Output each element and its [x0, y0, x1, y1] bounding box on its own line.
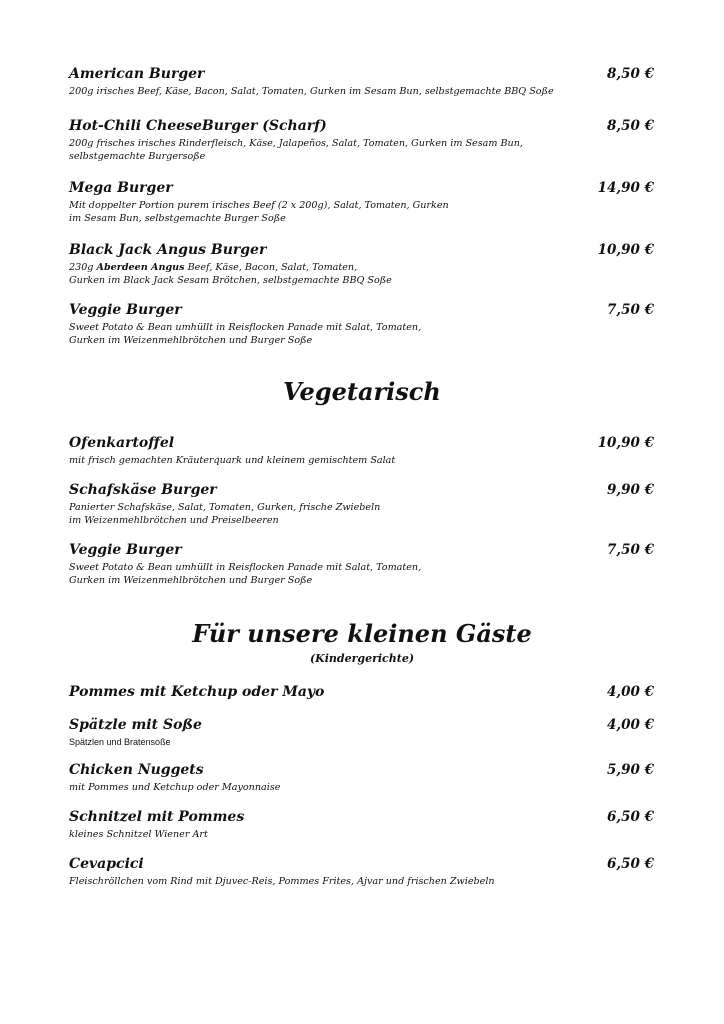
item-description	[69, 501, 657, 527]
description-line: Gurken im Weizenmehlbrötchen und Burger Soße	[69, 335, 313, 346]
item-description: mit Pommes und Ketchup oder Mayonnaise	[69, 782, 281, 793]
description-line: Gurken im Black Jack Sesam Brötchen, selbstgemachte BBQ Soße	[69, 275, 392, 286]
item-price: 10,90 €	[597, 435, 654, 451]
item-price: 9,90 €	[607, 482, 654, 498]
item-name: Cevapcici	[69, 856, 144, 872]
item-name: Pommes mit Ketchup oder Mayo	[69, 684, 325, 700]
menu-item-veggie-burger-vegetarisch	[69, 542, 657, 587]
menu-item-cevapcici	[69, 856, 657, 888]
item-description	[69, 137, 657, 163]
item-description: Fleischröllchen vom Rind mit Djuvec-Reis, Pommes Frites, Ajvar und frischen Zwiebeln	[69, 876, 495, 887]
menu-item-hot-chili-cheeseburger	[69, 118, 657, 163]
description-line: Panierter Schafskäse, Salat, Tomaten, Gurken, frische Zwiebeln	[69, 502, 381, 513]
section-title-vegetarisch: Vegetarisch	[283, 377, 441, 406]
description-line: selbstgemachte Burgersoße	[69, 151, 206, 162]
item-price: 14,90 €	[597, 180, 654, 196]
item-price: 7,50 €	[607, 302, 654, 318]
item-name: Veggie Burger	[69, 302, 182, 318]
item-description: Spätzlen und Bratensoße	[69, 737, 171, 747]
item-price: 8,50 €	[607, 118, 654, 134]
section-subtitle-kinder: (Kindergerichte)	[309, 652, 415, 665]
item-name: Veggie Burger	[69, 542, 182, 558]
description-line: Gurken im Weizenmehlbrötchen und Burger Soße	[69, 575, 313, 586]
item-name: Schafskäse Burger	[69, 482, 217, 498]
menu-item-american-burger	[69, 66, 657, 98]
description-highlight: Aberdeen Angus	[96, 262, 185, 273]
description-text: 230g	[69, 262, 97, 273]
section-title-kinder: Für unsere kleinen Gäste	[192, 619, 532, 648]
item-name: Spätzle mit Soße	[69, 717, 202, 733]
description-line: Sweet Potato & Bean umhüllt in Reisflocken Panade mit Salat, Tomaten,	[69, 562, 422, 573]
item-name: Hot-Chili CheeseBurger (Scharf)	[69, 118, 327, 134]
menu-item-mega-burger	[69, 180, 657, 225]
item-description	[69, 321, 657, 347]
menu-item-ofenkartoffel	[69, 435, 657, 467]
item-name: Chicken Nuggets	[69, 762, 204, 778]
menu-item-spaetzle	[69, 717, 657, 749]
menu-item-schafskaese-burger	[69, 482, 657, 527]
item-name: Mega Burger	[69, 180, 173, 196]
menu-item-pommes	[69, 684, 657, 701]
item-price: 4,00 €	[607, 684, 654, 700]
description-line: Mit doppelter Portion purem irisches Beef (2 x 200g), Salat, Tomaten, Gurken	[69, 200, 449, 211]
menu-item-schnitzel	[69, 809, 657, 841]
item-price: 6,50 €	[607, 856, 654, 872]
description-line: 200g frisches irisches Rinderfleisch, Käse, Jalapeños, Salat, Tomaten, Gurken im Sesam Bun,	[69, 138, 523, 149]
item-description: mit frisch gemachten Kräuterquark und kleinem gemischtem Salat	[69, 455, 396, 466]
menu-item-black-jack-angus-burger	[69, 242, 657, 287]
description-line: im Weizenmehlbrötchen und Preiselbeeren	[69, 515, 279, 526]
item-name: Ofenkartoffel	[69, 435, 175, 451]
item-price: 6,50 €	[607, 809, 654, 825]
menu-item-veggie-burger	[69, 302, 657, 347]
description-line	[69, 261, 657, 274]
item-description	[69, 561, 657, 587]
item-description	[69, 261, 657, 287]
description-line: im Sesam Bun, selbstgemachte Burger Soße	[69, 213, 286, 224]
item-name: American Burger	[69, 66, 205, 82]
item-price: 8,50 €	[607, 66, 654, 82]
item-price: 7,50 €	[607, 542, 654, 558]
item-price: 10,90 €	[597, 242, 654, 258]
item-description	[69, 199, 657, 225]
item-price: 4,00 €	[607, 717, 654, 733]
description-line: Sweet Potato & Bean umhüllt in Reisflocken Panade mit Salat, Tomaten,	[69, 322, 422, 333]
description-text: Beef, Käse, Bacon, Salat, Tomaten,	[184, 262, 358, 273]
item-description: kleines Schnitzel Wiener Art	[69, 829, 208, 840]
menu-item-chicken-nuggets	[69, 762, 657, 794]
item-price: 5,90 €	[607, 762, 654, 778]
item-description: 200g irisches Beef, Käse, Bacon, Salat, Tomaten, Gurken im Sesam Bun, selbstgemachte BBQ Soße	[69, 86, 554, 97]
item-name: Black Jack Angus Burger	[69, 242, 267, 258]
item-name: Schnitzel mit Pommes	[69, 809, 245, 825]
